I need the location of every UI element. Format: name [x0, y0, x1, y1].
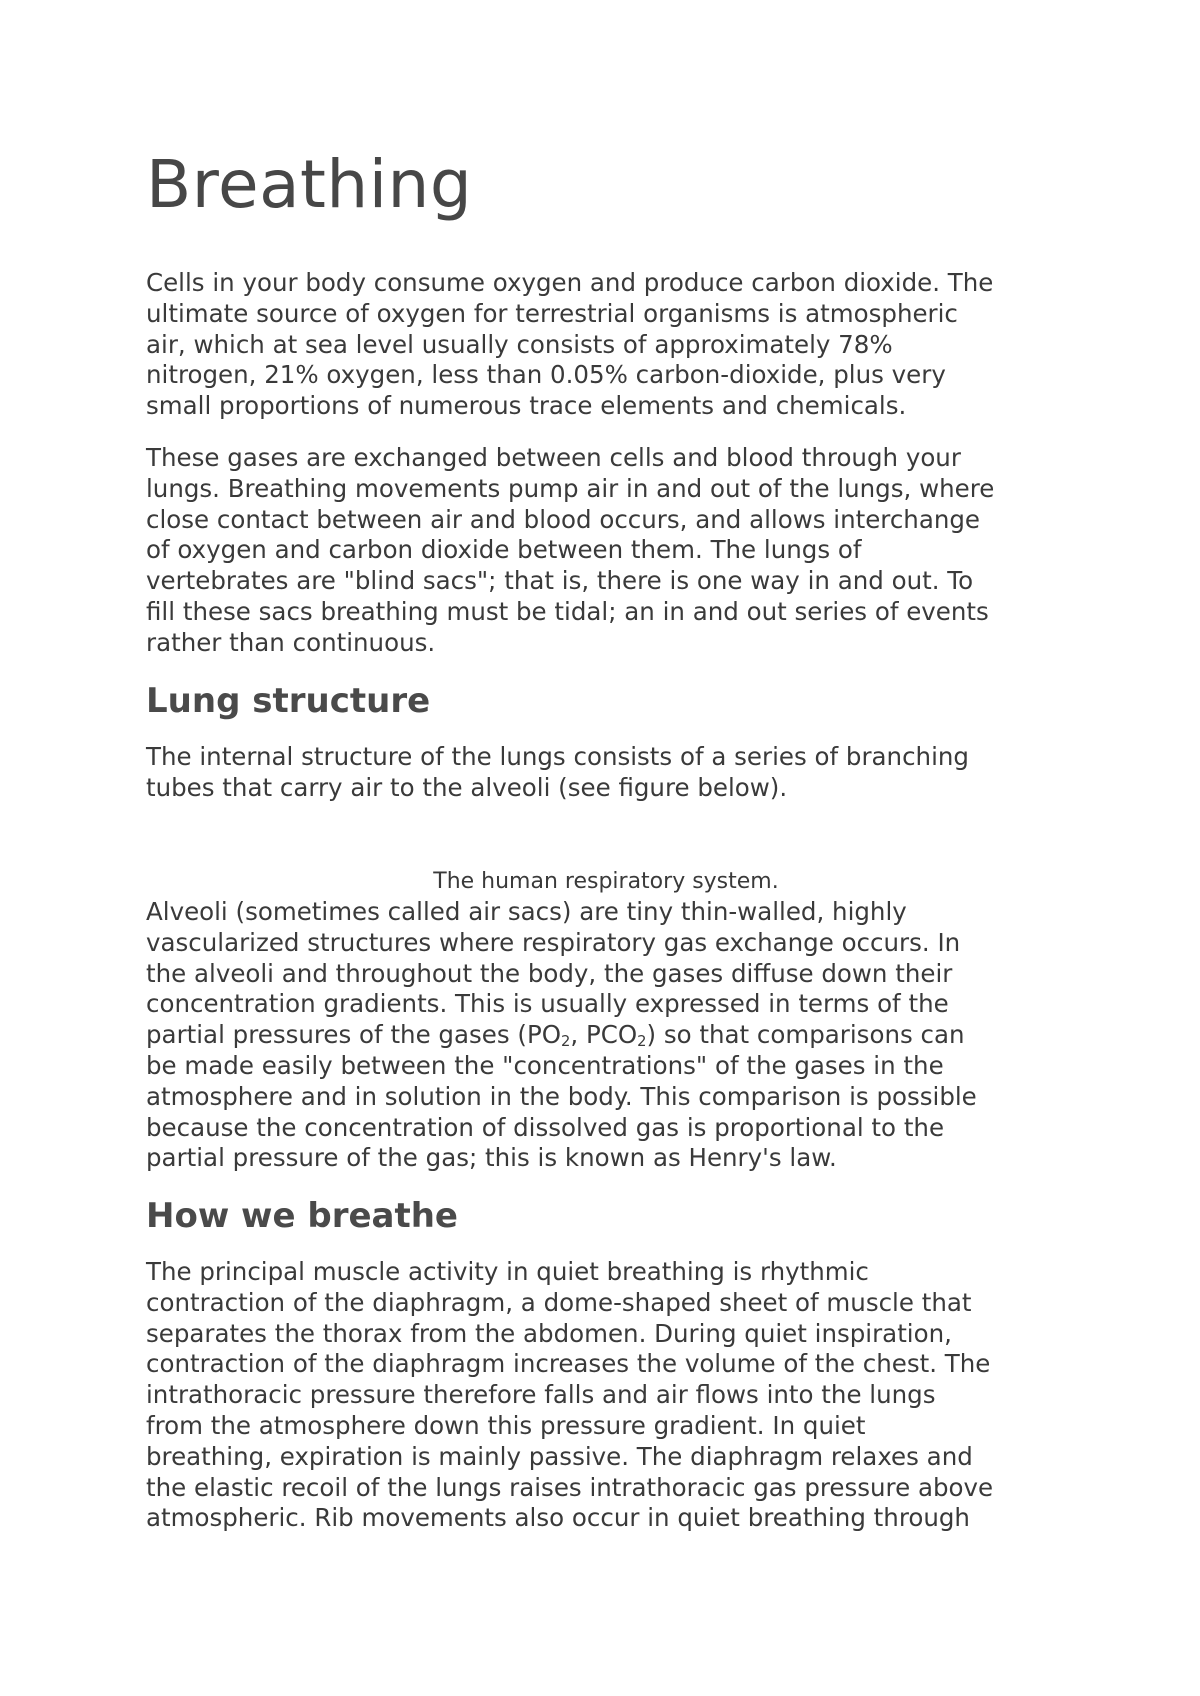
text-line: ultimate source of oxygen for terrestrial organisms is atmospheric — [146, 298, 958, 328]
text-line-partial-pressures — [146, 1020, 1066, 1051]
text-line: because the concentration of dissolved gas is proportional to the — [146, 1112, 945, 1142]
text-line: the alveoli and throughout the body, the gases diffuse down their — [146, 958, 953, 988]
text-line: separates the thorax from the abdomen. During quiet inspiration, — [146, 1318, 952, 1348]
text-fragment: ) so that comparisons can — [646, 1020, 965, 1050]
text-line: atmospheric. Rib movements also occur in quiet breathing through — [146, 1503, 970, 1533]
text-line: intrathoracic pressure therefore falls and air flows into the lungs — [146, 1380, 936, 1410]
text-line: The internal structure of the lungs consists of a series of branching — [146, 742, 969, 771]
heading-how-we-breathe: How we breathe — [146, 1196, 458, 1236]
text-line: partial pressure of the gas; this is known as Henry's law. — [146, 1143, 837, 1173]
text-line: lungs. Breathing movements pump air in and out of the lungs, where — [146, 473, 995, 503]
text-line: vascularized structures where respiratory gas exchange occurs. In — [146, 927, 961, 957]
text-line: contraction of the diaphragm, a dome-shaped sheet of muscle that — [146, 1287, 972, 1317]
text-line: fill these sacs breathing must be tidal; an in and out series of events — [146, 596, 989, 626]
text-fragment: , PCO — [570, 1020, 638, 1050]
text-line: of oxygen and carbon dioxide between them. The lungs of — [146, 535, 862, 565]
text-line: Cells in your body consume oxygen and produce carbon dioxide. The — [146, 268, 994, 297]
subscript: 2 — [637, 1033, 647, 1051]
text-line: small proportions of numerous trace elements and chemicals. — [146, 391, 907, 421]
figure-caption: The human respiratory system. — [433, 869, 779, 894]
text-fragment: partial pressures of the gases (PO — [146, 1020, 562, 1050]
subscript: 2 — [561, 1033, 571, 1051]
paragraph-intro — [146, 268, 1066, 422]
text-line: vertebrates are "blind sacs"; that is, there is one way in and out. To — [146, 566, 974, 596]
page-title: Breathing — [146, 146, 473, 223]
text-line: atmosphere and in solution in the body. This comparison is possible — [146, 1081, 977, 1111]
text-line: the elastic recoil of the lungs raises intrathoracic gas pressure above — [146, 1472, 994, 1502]
text-line: be made easily between the "concentrations" of the gases in the — [146, 1050, 944, 1080]
text-line: The principal muscle activity in quiet breathing is rhythmic — [146, 1257, 869, 1286]
paragraph-lung-structure — [146, 742, 1066, 804]
paragraph-gas-exchange — [146, 443, 1066, 659]
text-line: close contact between air and blood occurs, and allows interchange — [146, 504, 981, 534]
text-line: Alveoli (sometimes called air sacs) are tiny thin-walled, highly — [146, 897, 907, 926]
paragraph-alveoli — [146, 897, 1066, 1174]
text-line: concentration gradients. This is usually expressed in terms of the — [146, 989, 949, 1019]
text-line: nitrogen, 21% oxygen, less than 0.05% carbon-dioxide, plus very — [146, 360, 946, 390]
text-line: air, which at sea level usually consists of approximately 78% — [146, 329, 893, 359]
text-line: These gases are exchanged between cells and blood through your — [146, 443, 961, 472]
text-line: rather than continuous. — [146, 627, 436, 657]
text-line: contraction of the diaphragm increases the volume of the chest. The — [146, 1349, 991, 1379]
text-line: breathing, expiration is mainly passive. The diaphragm relaxes and — [146, 1441, 973, 1471]
text-line: from the atmosphere down this pressure gradient. In quiet — [146, 1410, 866, 1440]
text-line: tubes that carry air to the alveoli (see figure below). — [146, 772, 788, 802]
heading-lung-structure: Lung structure — [146, 681, 431, 721]
paragraph-how-we-breathe — [146, 1257, 1066, 1534]
